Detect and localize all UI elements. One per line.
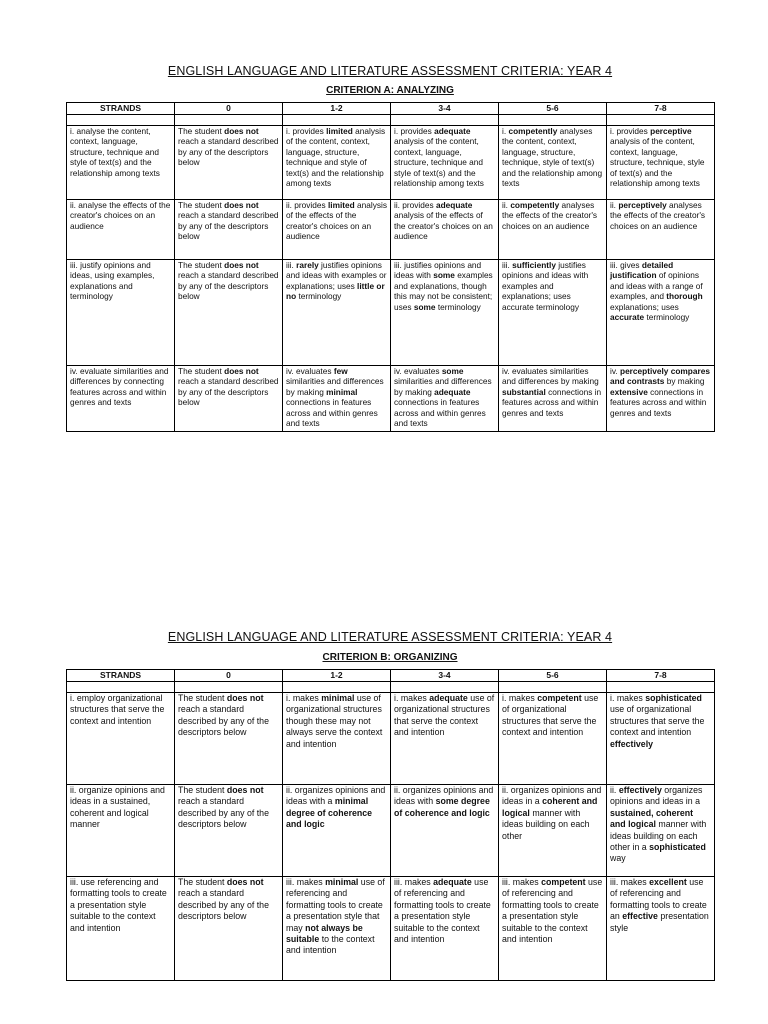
- spacer-row: [67, 682, 715, 693]
- header-level-1-2: 1-2: [283, 103, 391, 115]
- level-cell: ii. organizes opinions and ideas in a coherent and logical manner with ideas building on each other: [499, 785, 607, 877]
- strand-cell: ii. organize opinions and ideas in a sustained, coherent and logical manner: [67, 785, 175, 877]
- level-cell: iv. evaluates some similarities and differences by making adequate connections in features across and within genres and texts: [391, 366, 499, 432]
- level-cell: i. makes sophisticated use of organizational structures that serve the context and intention effectively: [607, 693, 715, 785]
- header-level-5-6: 5-6: [499, 670, 607, 682]
- level-cell: i. provides adequate analysis of the content, context, language, structure, technique and style of text(s) and the relationship among texts: [391, 126, 499, 200]
- level-cell: iv. perceptively compares and contrasts by making extensive connections in features across and within genres and texts: [607, 366, 715, 432]
- table-row: [67, 877, 715, 981]
- level-cell: iii. gives detailed justification of opinions and ideas with a range of examples, and thorough explanations; uses accurate terminology: [607, 260, 715, 366]
- level-cell: iii. sufficiently justifies opinions and ideas with examples and explanations; uses accurate terminology: [499, 260, 607, 366]
- criterion-title: CRITERION A: ANALYZING: [326, 85, 454, 96]
- level-cell: ii. competently analyses the effects of the creator's choices on an audience: [499, 200, 607, 260]
- criterion-a-section: [66, 64, 714, 432]
- table-row: [67, 200, 715, 260]
- level-cell: ii. perceptively analyses the effects of the creator's choices on an audience: [607, 200, 715, 260]
- header-level-5-6: 5-6: [499, 103, 607, 115]
- page-title: ENGLISH LANGUAGE AND LITERATURE ASSESSMENT CRITERIA: YEAR 4: [167, 64, 613, 78]
- level-cell: iii. justifies opinions and ideas with some examples and explanations, though this may not be consistent; uses some terminology: [391, 260, 499, 366]
- level-cell: iii. makes minimal use of referencing and formatting tools to create a presentation style that may not always be suitable to the context and intention: [283, 877, 391, 981]
- level-cell: The student does not reach a standard described by any of the descriptors below: [175, 260, 283, 366]
- header-strands: STRANDS: [67, 670, 175, 682]
- header-level-7-8: 7-8: [607, 103, 715, 115]
- header-row: [67, 103, 715, 115]
- level-cell: iv. evaluates similarities and differences by making substantial connections in features across and within genres and texts: [499, 366, 607, 432]
- strand-cell: ii. analyse the effects of the creator's choices on an audience: [67, 200, 175, 260]
- criterion-a-table: [66, 102, 715, 432]
- level-cell: iii. rarely justifies opinions and ideas with examples or explanations; uses little or no terminology: [283, 260, 391, 366]
- level-cell: The student does not reach a standard described by any of the descriptors below: [175, 366, 283, 432]
- level-cell: i. makes adequate use of organizational structures that serve the context and intention: [391, 693, 499, 785]
- level-cell: iii. makes adequate use of referencing and formatting tools to create a presentation style suitable to the context and intention: [391, 877, 499, 981]
- level-cell: The student does not reach a standard described by any of the descriptors below: [175, 126, 283, 200]
- level-cell: i. provides limited analysis of the content, context, language, structure, technique and style of text(s) and the relationship among texts: [283, 126, 391, 200]
- spacer-row: [67, 115, 715, 126]
- header-level-0: 0: [175, 103, 283, 115]
- strand-cell: i. employ organizational structures that serve the context and intention: [67, 693, 175, 785]
- header-level-3-4: 3-4: [391, 670, 499, 682]
- level-cell: The student does not reach a standard described by any of the descriptors below: [175, 785, 283, 877]
- level-cell: i. makes minimal use of organizational structures though these may not always serve the context and intention: [283, 693, 391, 785]
- level-cell: ii. organizes opinions and ideas with a minimal degree of coherence and logic: [283, 785, 391, 877]
- level-cell: The student does not reach a standard described by any of the descriptors below: [175, 200, 283, 260]
- table-row: [67, 693, 715, 785]
- level-cell: iv. evaluates few similarities and differences by making minimal connections in features across and within genres and texts: [283, 366, 391, 432]
- page-title: ENGLISH LANGUAGE AND LITERATURE ASSESSMENT CRITERIA: YEAR 4: [167, 630, 613, 644]
- level-cell: i. provides perceptive analysis of the content, context, language, structure, technique, style of text(s) and the relationship among texts: [607, 126, 715, 200]
- level-cell: ii. organizes opinions and ideas with some degree of coherence and logic: [391, 785, 499, 877]
- level-cell: i. competently analyses the content, context, language, structure, technique, style of text(s) and the relationship among texts: [499, 126, 607, 200]
- level-cell: ii. provides limited analysis of the effects of the creator's choices on an audience: [283, 200, 391, 260]
- level-cell: iii. makes competent use of referencing and formatting tools to create a presentation style suitable to the context and intention: [499, 877, 607, 981]
- header-level-0: 0: [175, 670, 283, 682]
- strand-cell: iv. evaluate similarities and differences by connecting features across and within genres and texts: [67, 366, 175, 432]
- header-level-1-2: 1-2: [283, 670, 391, 682]
- level-cell: iii. makes excellent use of referencing and formatting tools to create an effective presentation style: [607, 877, 715, 981]
- criterion-b-table: [66, 669, 715, 981]
- level-cell: i. makes competent use of organizational structures that serve the context and intention: [499, 693, 607, 785]
- header-row: [67, 670, 715, 682]
- criterion-title: CRITERION B: ORGANIZING: [322, 652, 458, 663]
- header-level-7-8: 7-8: [607, 670, 715, 682]
- table-row: [67, 126, 715, 200]
- level-cell: ii. effectively organizes opinions and ideas in a sustained, coherent and logical manner with ideas building on each other in a sophisticated way: [607, 785, 715, 877]
- table-row: [67, 785, 715, 877]
- header-strands: STRANDS: [67, 103, 175, 115]
- strand-cell: iii. justify opinions and ideas, using examples, explanations and terminology: [67, 260, 175, 366]
- strand-cell: i. analyse the content, context, language, structure, technique and style of text(s) and the relationship among texts: [67, 126, 175, 200]
- level-cell: ii. provides adequate analysis of the effects of the creator's choices on an audience: [391, 200, 499, 260]
- strand-cell: iii. use referencing and formatting tools to create a presentation style suitable to the context and intention: [67, 877, 175, 981]
- table-row: [67, 260, 715, 366]
- table-row: [67, 366, 715, 432]
- level-cell: The student does not reach a standard described by any of the descriptors below: [175, 693, 283, 785]
- level-cell: The student does not reach a standard described by any of the descriptors below: [175, 877, 283, 981]
- header-level-3-4: 3-4: [391, 103, 499, 115]
- criterion-b-section: [66, 630, 714, 981]
